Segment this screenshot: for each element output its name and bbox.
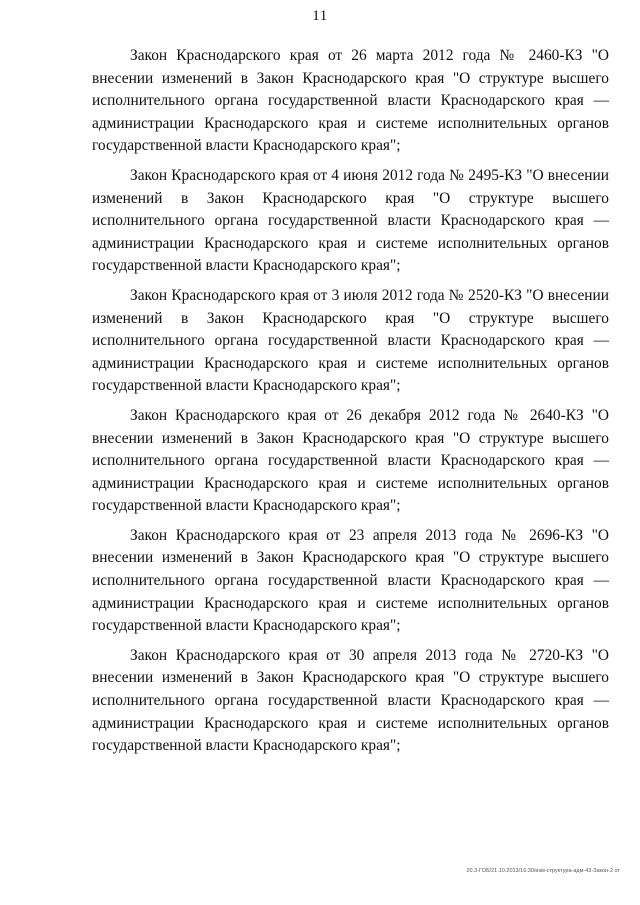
document-footer-id: 20.3-ГОБ/21.10.2013/16:30/изм-структура-адм-43-Закон-2 от: [466, 868, 620, 874]
law-paragraph-4: Закон Краснодарского края от 26 декабря 2012 года № 2640-КЗ "О внесении изменений в Закон Краснодарского края "О структуре высшего исполнительного органа государственной власти Краснодарского края — администрации Краснодарского края и системе исполнительных органов государственной власти Краснодарского края";: [92, 406, 609, 515]
law-paragraph-5: Закон Краснодарского края от 23 апреля 2013 года № 2696-КЗ "О внесении изменений в Закон Краснодарского края "О структуре высшего исполнительного органа государственной власти Краснодарского края — администрации Краснодарского края и системе исполнительных органов государственной власти Краснодарского края";: [92, 526, 609, 635]
law-paragraph-3: Закон Краснодарского края от 3 июля 2012 года № 2520-КЗ "О внесении изменений в Закон Краснодарского края "О структуре высшего исполнительного органа государственной власти Краснодарского края — администрации Краснодарского края и системе исполнительных органов государственной власти Краснодарского края";: [92, 286, 609, 395]
law-paragraph-2: Закон Краснодарского края от 4 июня 2012 года № 2495-КЗ "О внесении изменений в Закон Краснодарского края "О структуре высшего исполнительного органа государственной власти Краснодарского края — администрации Краснодарского края и системе исполнительных органов государственной власти Краснодарского края";: [92, 166, 609, 275]
document-body: [92, 45, 609, 765]
law-paragraph-6: Закон Краснодарского края от 30 апреля 2013 года № 2720-КЗ "О внесении изменений в Закон Краснодарского края "О структуре высшего исполнительного органа государственной власти Краснодарского края — администрации Краснодарского края и системе исполнительных органов государственной власти Краснодарского края";: [92, 646, 609, 755]
law-paragraph-1: Закон Краснодарского края от 26 марта 2012 года № 2460-КЗ "О внесении изменений в Закон Краснодарского края "О структуре высшего исполнительного органа государственной власти Краснодарского края — администрации Краснодарского края и системе исполнительных органов государственной власти Краснодарского края";: [92, 47, 609, 155]
page-number: 11: [312, 8, 328, 24]
